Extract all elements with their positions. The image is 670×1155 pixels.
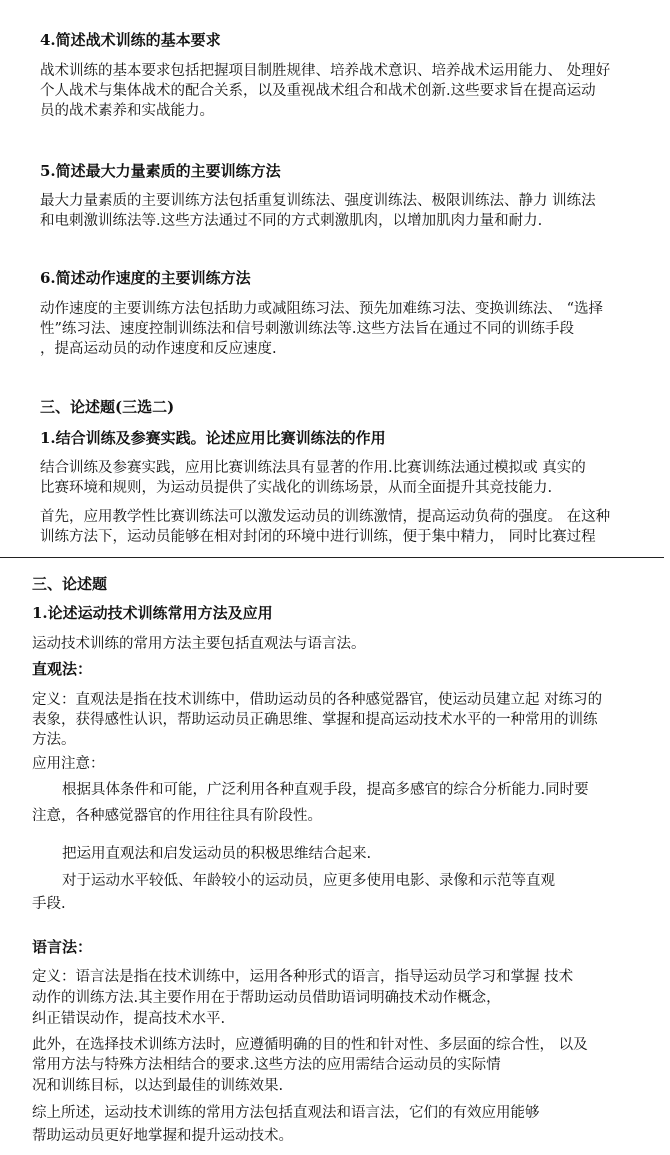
paragraph-line: 训练方法下，运动员能够在相对封闭的环境中进行训练，便于集中精力， 同时比赛过程: [40, 529, 596, 545]
paragraph-line: 员的战术素养和实战能力。: [40, 103, 214, 119]
paragraph-line: 此外，在选择技术训练方法时，应遵循明确的目的性和针对性、多层面的综合性， 以及: [32, 1037, 588, 1053]
paragraph-line: 纠正错误动作，提高技术水平.: [32, 1011, 226, 1027]
paragraph-line: 动作速度的主要训练方法包括助力或减阻练习法、预先加难练习法、变换训练法、 “选择: [40, 301, 604, 317]
paragraph-line: 手段.: [32, 896, 66, 912]
paragraph-line: 对于运动水平较低、年龄较小的运动员，应更多使用电影、录像和示范等直观: [62, 873, 555, 889]
essay-section-heading: 三、论述题: [32, 575, 108, 593]
paragraph-line: 根据具体条件和可能，广泛利用各种直观手段，提高多感官的综合分析能力.同时要: [62, 782, 589, 798]
paragraph-line: 战术训练的基本要求包括把握项目制胜规律、培养战术意识、培养战术运用能力、 处理好: [40, 63, 611, 79]
notes-heading: 应用注意：: [32, 756, 105, 772]
section-heading-q4: 4.简述战术训练的基本要求: [40, 31, 221, 49]
verbal-method-heading: 语言法：: [32, 938, 93, 956]
visual-method-heading: 直观法：: [32, 660, 93, 678]
essay-section-heading: 三、论述题(三选二): [40, 398, 175, 416]
paragraph-line: 性”练习法、速度控制训练法和信号刺激训练法等.这些方法旨在通过不同的训练手段: [40, 321, 575, 337]
paragraph-line: 注意，各种感觉器官的作用往往具有阶段性。: [32, 808, 322, 824]
paragraph-line: 首先，应用教学性比赛训练法可以激发运动员的训练激情，提高运动负荷的强度。 在这种: [40, 509, 611, 525]
intro-line: 运动技术训练的常用方法主要包括直观法与语言法。: [32, 636, 366, 652]
paragraph-line: 帮助运动员更好地掌握和提升运动技术。: [32, 1128, 293, 1144]
paragraph-line: 把运用直观法和启发运动员的积极思维结合起来.: [62, 846, 372, 862]
paragraph-line: 常用方法与特殊方法相结合的要求.这些方法的应用需结合运动员的实际情: [32, 1057, 501, 1073]
paragraph-line: 表象，获得感性认识，帮助运动员正确思维、掌握和提高运动技术水平的一种常用的训练: [32, 712, 598, 728]
paragraph-line: 结合训练及参赛实践，应用比赛训练法具有显著的作用.比赛训练法通过模拟或 真实的: [40, 460, 586, 476]
paragraph-line: 比赛环境和规则，为运动员提供了实战化的训练场景，从而全面提升其竞技能力.: [40, 480, 553, 496]
section-heading-q6: 6.简述动作速度的主要训练方法: [40, 269, 251, 287]
paragraph-line: 况和训练目标，以达到最佳的训练效果.: [32, 1078, 284, 1094]
paragraph-line: 定义：语言法是指在技术训练中，运用各种形式的语言，指导运动员学习和掌握 技术: [32, 969, 574, 985]
essay-question-heading: 1.结合训练及参赛实践。论述应用比赛训练法的作用: [40, 429, 386, 447]
section-heading-q5: 5.简述最大力量素质的主要训练方法: [40, 162, 281, 180]
paragraph-line: 方法。: [32, 732, 76, 748]
page-divider: [0, 557, 664, 558]
paragraph-line: ，提高运动员的动作速度和反应速度.: [40, 341, 277, 357]
essay-question-heading: 1.论述运动技术训练常用方法及应用: [32, 604, 273, 622]
paragraph-line: 和电刺激训练法等.这些方法通过不同的方式刺激肌肉，以增加肌肉力量和耐力.: [40, 213, 543, 229]
paragraph-line: 动作的训练方法.其主要作用在于帮助运动员借助语词明确技术动作概念，: [32, 990, 501, 1006]
paragraph-line: 综上所述，运动技术训练的常用方法包括直观法和语言法，它们的有效应用能够: [32, 1105, 540, 1121]
paragraph-line: 最大力量素质的主要训练方法包括重复训练法、强度训练法、极限训练法、静力 训练法: [40, 193, 596, 209]
paragraph-line: 个人战术与集体战术的配合关系，以及重视战术组合和战术创新.这些要求旨在提高运动: [40, 83, 596, 99]
paragraph-line: 定义：直观法是指在技术训练中，借助运动员的各种感觉器官，使运动员建立起 对练习的: [32, 692, 603, 708]
